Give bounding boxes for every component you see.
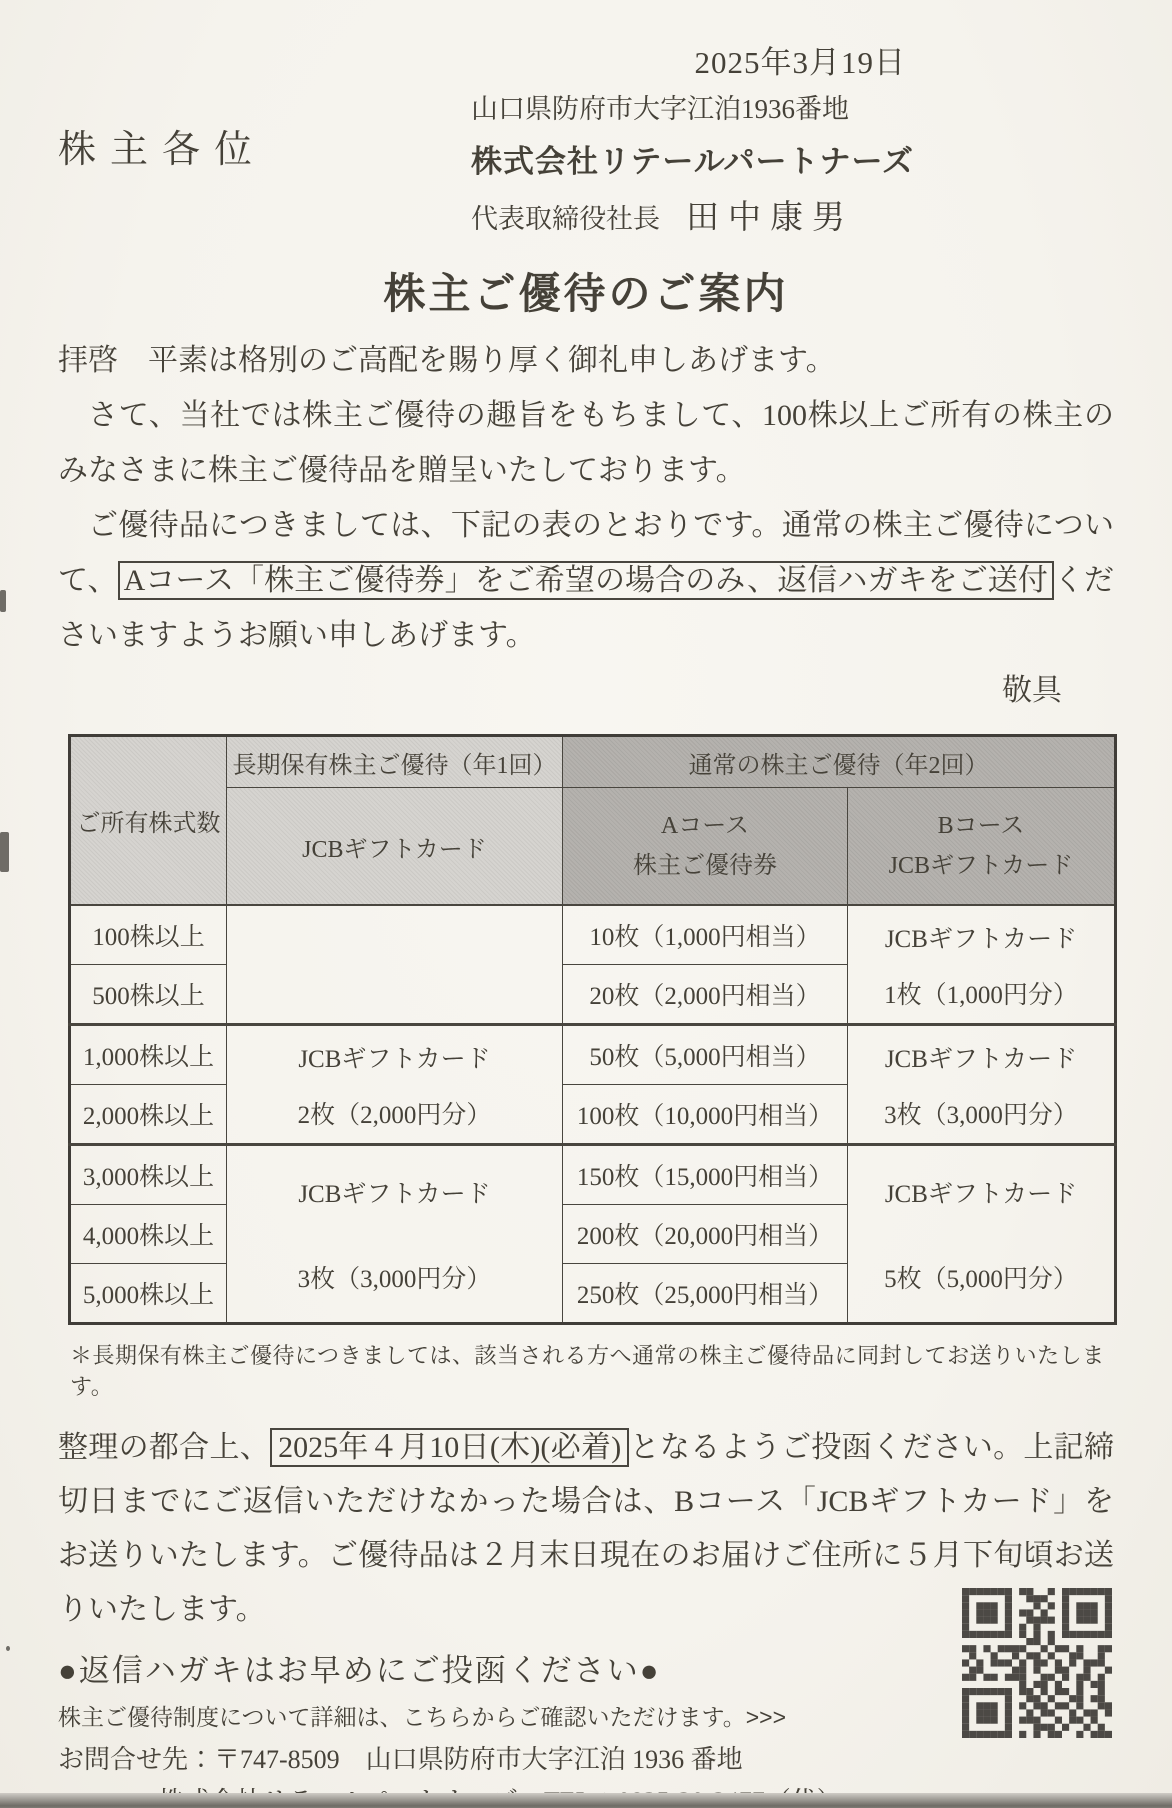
shares-cell: 1,000株以上 [70,1025,227,1085]
bottom-scan-edge [0,1793,1172,1808]
regular-group-header: 通常の株主ご優待（年2回） [563,736,1116,788]
course-b-cell [848,1145,1116,1324]
table-row [70,1145,1116,1205]
detail-pre-text: ご優待品につきましては、下記の表のとおりです。通常の株主ご優待について、 [58,509,1114,597]
detail-post-text: くださいますようお願い申しあげます。 [58,564,1114,652]
course-b-line2: JCBギフトカード [888,853,1074,879]
course-a-cell: 10枚（1,000円相当） [563,905,848,965]
table-header-row-groups [70,736,1116,788]
longterm-item: JCBギフトカード [298,1180,491,1208]
scan-artifact [0,590,6,612]
closing-keigu: 敬具 [1002,674,1062,707]
shares-cell: 100株以上 [70,905,227,965]
footer-contact: お問合せ先：〒747-8509 山口県防府市大字江泊 1936 番地 [58,1745,743,1774]
course-a-cell: 150枚（15,000円相当） [563,1145,848,1205]
shares-cell: 5,000株以上 [70,1264,227,1324]
qr-code [962,1588,1112,1738]
course-a-header [563,788,848,906]
salutation: 株主各位 [58,129,267,171]
reminder-line: ●返信ハガキはお早めにご投函ください● [58,1653,661,1688]
course-b-line1: Bコース [937,813,1025,839]
table-row [70,905,1116,965]
shares-cell: 4,000株以上 [70,1205,227,1264]
scan-artifact [0,832,9,872]
document-date: 2025年3月19日 [694,45,906,80]
course-a-cell: 200枚（20,000円相当） [563,1205,848,1264]
table-header-row-courses [70,788,1116,906]
course-b-amount: 3枚（3,000円分） [884,1101,1078,1129]
longterm-cell [227,1025,563,1145]
course-b-amount: 1枚（1,000円分） [884,981,1078,1009]
course-a-line1: Aコース [660,813,750,839]
deadline-post-text: となるようご投函ください。上記締切日までにご返信いただけなかった場合は、Bコース「JCBギフトカード」をお送りいたします。ご優待品は２月末日現在のお届けご住所に５月下旬頃お送りいたします。 [58,1431,1115,1626]
shares-header-cell: ご所有株式数 [70,736,227,906]
longterm-amount: 2枚（2,000円分） [297,1101,492,1129]
scan-artifact [6,1646,10,1651]
representative-title: 代表取締役社長 [470,204,660,234]
table-footnote: ＊長期保有株主ご優待につきましては、該当される方へ通常の株主ご優待品に同封してお送りいたします。 [70,1343,1105,1399]
longterm-item: JCBギフトカード [298,1045,491,1073]
course-b-cell [848,905,1116,1025]
deadline-paragraph [58,1421,1114,1637]
greeting-line: 拝啓 平素は格別のご高配を賜り厚く御礼申しあげます。 [58,344,836,377]
letter-title: 株主ご優待のご案内 [383,272,789,318]
shares-cell: 3,000株以上 [70,1145,227,1205]
course-b-cell-lines [848,1029,1114,1141]
benefit-table [68,734,1117,1325]
course-b-item: JCBギフトカード [884,925,1078,953]
intro-paragraph: さて、当社では株主ご優待の趣旨をもちまして、100株以上ご所有の株主のみなさまに株主ご優待品を贈呈いたしております。 [58,399,1114,487]
course-a-cell: 100枚（10,000円相当） [563,1085,848,1145]
representative-line [471,194,914,243]
course-b-cell-lines [848,1149,1114,1319]
course-b-header [848,788,1116,906]
course-b-header-lines [848,806,1114,886]
boxed-emphasis: Aコース「株主ご優待券」をご希望の場合のみ、返信ハガキをご送付 [118,561,1054,600]
longterm-cell-lines [227,1149,562,1319]
course-a-header-lines [563,806,847,886]
footer-info: 株主ご優待制度について詳細は、こちらからご確認いただけます。>>> [58,1704,786,1730]
course-a-line2: 株主ご優待券 [633,853,777,879]
deadline-pre-text: 整理の都合上、 [58,1431,271,1464]
sender-block [471,90,914,243]
longterm-cell-empty [227,905,563,1025]
letter-footer [58,1700,1114,1808]
company-name: 株式会社リテールパートナーズ [470,144,914,179]
sender-address: 山口県防府市大字江泊1936番地 [470,94,849,124]
longterm-cell [227,1145,563,1324]
course-a-cell: 50枚（5,000円相当） [563,1025,848,1085]
longterm-group-header: 長期保有株主ご優待（年1回） [227,736,563,788]
letter-header [58,90,1114,243]
longterm-amount: 3枚（3,000円分） [297,1265,492,1293]
course-a-cell: 20枚（2,000円相当） [563,965,848,1025]
table-row [70,1025,1116,1085]
longterm-cell-lines [227,1029,562,1141]
course-b-cell [848,1025,1116,1145]
shares-cell: 2,000株以上 [70,1085,227,1145]
detail-paragraph [58,498,1114,663]
course-b-amount: 5枚（5,000円分） [884,1265,1078,1293]
deadline-box: 2025年４月10日(木)(必着) [270,1428,629,1467]
course-a-cell: 250枚（25,000円相当） [563,1264,848,1324]
course-b-item: JCBギフトカード [884,1180,1078,1208]
longterm-sub-header: JCBギフトカード [227,788,563,906]
shares-cell: 500株以上 [70,965,227,1025]
course-b-cell-lines [848,909,1114,1021]
course-b-item: JCBギフトカード [884,1045,1078,1073]
representative-name: 田中康男 [685,200,854,236]
